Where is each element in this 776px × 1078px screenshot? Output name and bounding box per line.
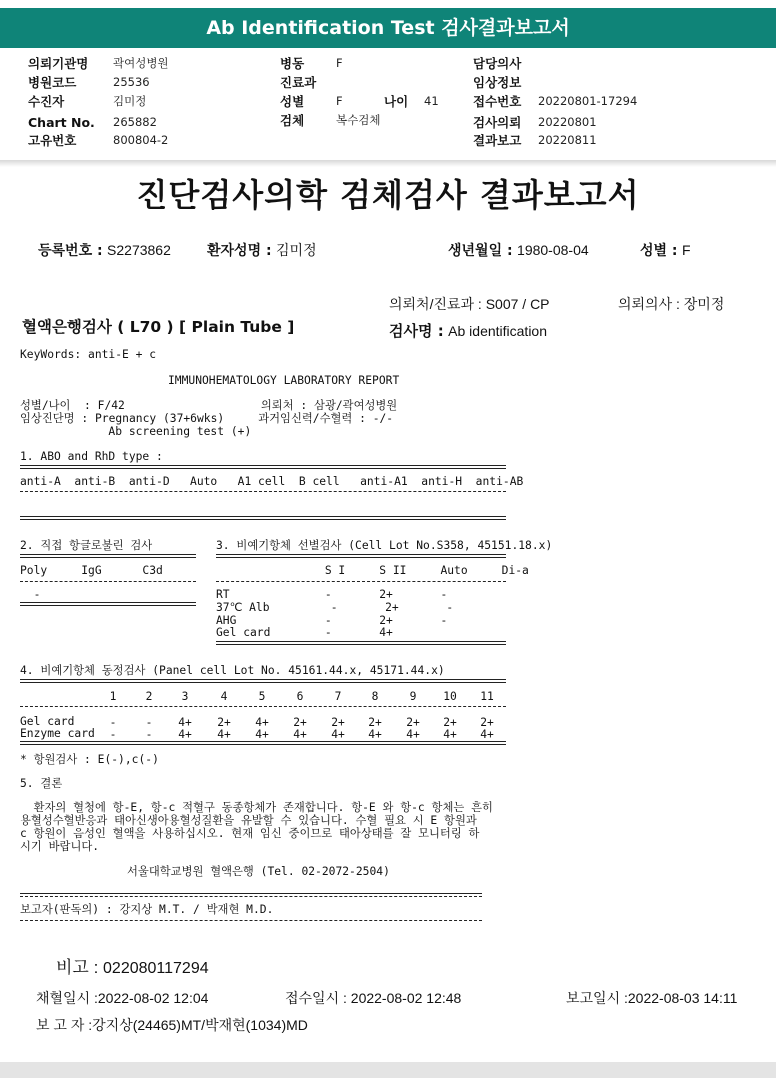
note-value: 022080117294 xyxy=(103,960,209,977)
double-rule xyxy=(20,465,506,469)
header-value: 김미정 xyxy=(113,94,147,108)
conclusion-line: c 항원이 음성인 혈액을 사용하십시오. 현재 임신 중이므로 태아상태를 잘 모니터링 하 xyxy=(20,827,480,840)
receipt-label: 접수일시 : xyxy=(285,990,347,1006)
registration-number xyxy=(38,240,171,260)
header-value: 20220811 xyxy=(538,133,597,147)
header-label: 진료과 xyxy=(280,75,317,90)
panel-cell: 4+ xyxy=(331,728,345,741)
test-name-label: 검사명 : xyxy=(389,322,444,340)
panel-column-header: 1 xyxy=(109,690,117,703)
panel-cell: - xyxy=(109,728,117,741)
panel-column-header: 4 xyxy=(220,690,228,703)
sex-value: F xyxy=(681,242,691,258)
dat-section-title: 2. 직접 항글로불린 검사 xyxy=(20,539,153,552)
double-rule xyxy=(216,554,506,558)
receipt-time xyxy=(285,988,461,1008)
requesting-department xyxy=(389,294,550,314)
double-rule xyxy=(216,641,506,645)
header-value: 20220801 xyxy=(538,115,597,129)
panel-column-header: 11 xyxy=(480,690,494,703)
panel-cell: 2+ xyxy=(331,716,345,729)
abo-table-headers: anti-A anti-B anti-D Auto A1 cell B cell anti-A1 anti-H anti-AB xyxy=(20,475,524,488)
test-name xyxy=(389,320,547,341)
report-time-label: 보고일시 : xyxy=(566,990,628,1006)
double-rule xyxy=(20,679,506,683)
report-time xyxy=(566,988,737,1008)
dashed-rule xyxy=(20,920,482,921)
info-line: 임상진단명 : Pregnancy (37+6wks) 과거임신력/수혈력 : -/- xyxy=(20,412,394,425)
test-section-title: 혈액은행검사 ( L70 ) [ Plain Tube ] xyxy=(22,318,295,336)
dashed-rule xyxy=(20,581,196,582)
panel-cell: 4+ xyxy=(480,728,494,741)
panel-cell: 2+ xyxy=(368,716,382,729)
header-value: 곽여성병원 xyxy=(113,56,169,70)
panel-cell: 4+ xyxy=(293,728,307,741)
reporter xyxy=(36,1015,308,1035)
report-banner-title: Ab Identification Test 검사결과보고서 xyxy=(0,8,776,48)
panel-column-header: 9 xyxy=(409,690,417,703)
header-label: 수진자 xyxy=(28,94,65,109)
test-name-value: Ab identification xyxy=(448,323,547,339)
header-label: 의뢰기관명 xyxy=(28,56,89,71)
receipt-value: 2022-08-02 12:48 xyxy=(350,990,462,1006)
registration-label: 등록번호 : xyxy=(38,243,103,259)
header-value: 265882 xyxy=(113,115,157,129)
panel-cell: - xyxy=(145,728,153,741)
double-rule xyxy=(20,602,196,606)
bloodbank-contact: 서울대학교병원 혈액은행 (Tel. 02-2072-2504) xyxy=(127,865,390,878)
double-rule xyxy=(20,516,506,520)
sex-label: 성별 : xyxy=(640,243,678,259)
panel-row-label: Enzyme card xyxy=(20,727,95,740)
patient-sex xyxy=(640,240,691,260)
antigen-test-result: * 항원검사 : E(-),c(-) xyxy=(20,753,159,766)
header-label: Chart No. xyxy=(28,115,95,130)
requesting-doctor-text: 의뢰의사 : 장미정 xyxy=(618,296,725,312)
panel-section-title: 4. 비예기항체 동정검사 (Panel cell Lot No. 45161.44.x, 45171.44.x) xyxy=(20,664,445,677)
registration-value: S2273862 xyxy=(107,242,171,258)
panel-column-header: 6 xyxy=(296,690,304,703)
header-value: 25536 xyxy=(113,75,150,89)
panel-cell: 2+ xyxy=(406,716,420,729)
header-label: 병원코드 xyxy=(28,75,77,90)
requesting-doctor xyxy=(618,294,724,314)
panel-cell: 4+ xyxy=(178,728,192,741)
header-label: 담당의사 xyxy=(473,56,522,71)
header-value: 41 xyxy=(424,94,439,108)
patient-name-label: 환자성명 : xyxy=(207,243,272,259)
panel-cell: 2+ xyxy=(443,716,457,729)
conclusion-line: 용혈성수혈반응과 태아신생아용혈성질환을 유발할 수 있습니다. 수혈 필요 시 E 항원과 xyxy=(20,814,477,827)
header-label: 검사의뢰 xyxy=(473,115,522,130)
panel-cell: 4+ xyxy=(255,728,269,741)
date-of-birth xyxy=(448,240,589,260)
screening-row: 37℃ Alb - 2+ - xyxy=(216,601,454,614)
header-label: 임상정보 xyxy=(473,75,522,90)
header-label: 검체 xyxy=(280,113,305,128)
panel-cell: 4+ xyxy=(368,728,382,741)
keywords: KeyWords: anti-E + c xyxy=(20,348,157,361)
dat-table-headers: Poly IgG C3d xyxy=(20,564,163,577)
panel-column-header: 8 xyxy=(371,690,379,703)
double-rule xyxy=(20,741,506,745)
header-value: 복수검체 xyxy=(336,113,381,127)
double-rule xyxy=(20,554,196,558)
screening-row: Gel card - 4+ xyxy=(216,626,393,639)
dob-label: 생년월일 : xyxy=(448,243,513,259)
header-value: 20220801-17294 xyxy=(538,94,638,108)
panel-column-header: 2 xyxy=(145,690,153,703)
dashed-rule xyxy=(20,706,506,707)
header-label: 병동 xyxy=(280,56,305,71)
screening-table-headers: S I S II Auto Di-a xyxy=(216,564,529,577)
note-label: 비고 : xyxy=(56,958,99,977)
screening-row: AHG - 2+ - xyxy=(216,614,448,627)
panel-cell: 4+ xyxy=(217,728,231,741)
header-label: 접수번호 xyxy=(473,94,522,109)
panel-cell: 4+ xyxy=(443,728,457,741)
patient-name xyxy=(207,240,317,260)
panel-row-label: Gel card xyxy=(20,715,75,728)
panel-cell: 2+ xyxy=(217,716,231,729)
dob-value: 1980-08-04 xyxy=(517,242,589,258)
abo-section-title: 1. ABO and RhD type : xyxy=(20,450,163,463)
screening-section-title: 3. 비예기항체 선별검사 (Cell Lot No.S358, 45151.18.x) xyxy=(216,539,553,552)
header-label: 나이 xyxy=(384,94,409,109)
header-label: 성별 xyxy=(280,94,305,109)
panel-cell: 4+ xyxy=(255,716,269,729)
reporter-label: 보 고 자 : xyxy=(36,1017,93,1033)
header-value: F xyxy=(336,56,343,70)
collection-value: 2022-08-02 12:04 xyxy=(97,990,209,1006)
header-value: F xyxy=(336,94,343,108)
dashed-rule xyxy=(216,581,506,582)
panel-column-header: 10 xyxy=(443,690,457,703)
panel-cell: - xyxy=(145,716,153,729)
section-divider xyxy=(0,160,776,167)
conclusion-section-title: 5. 결론 xyxy=(20,777,63,790)
panel-column-header: 5 xyxy=(258,690,266,703)
reporter-value: 강지상(24465)MT/박재현(1034)MD xyxy=(92,1017,308,1033)
info-line: 성별/나이 : F/42 의뢰처 : 삼광/곽여성병원 xyxy=(20,399,398,412)
panel-cell: 2+ xyxy=(293,716,307,729)
requesting-department-text: 의뢰처/진료과 : S007 / CP xyxy=(389,296,550,312)
conclusion-line: 시기 바랍니다. xyxy=(20,840,100,853)
collection-time xyxy=(36,988,208,1008)
lab-report-title: IMMUNOHEMATOLOGY LABORATORY REPORT xyxy=(168,374,400,387)
panel-cell: 2+ xyxy=(480,716,494,729)
header-label: 결과보고 xyxy=(473,133,522,148)
info-line: Ab screening test (+) xyxy=(20,425,252,438)
collection-label: 채혈일시 : xyxy=(36,990,98,1006)
note xyxy=(56,953,209,978)
report-title: 진단검사의학 검체검사 결과보고서 xyxy=(136,176,640,214)
header-label: 고유번호 xyxy=(28,133,77,148)
panel-cell: - xyxy=(109,716,117,729)
page-bottom-band xyxy=(0,1062,776,1078)
header-value: 800804-2 xyxy=(113,133,169,147)
dashed-rule xyxy=(20,491,506,492)
report-time-value: 2022-08-03 14:11 xyxy=(627,990,738,1006)
dashed-rule xyxy=(20,896,482,897)
patient-name-value: 김미정 xyxy=(276,242,317,258)
dat-value: - xyxy=(20,588,41,601)
panel-column-header: 3 xyxy=(181,690,189,703)
solid-rule xyxy=(20,893,482,894)
panel-cell: 4+ xyxy=(406,728,420,741)
screening-row: RT - 2+ - xyxy=(216,588,448,601)
panel-column-header: 7 xyxy=(334,690,342,703)
report-signer: 보고자(판독의) : 강지상 M.T. / 박재현 M.D. xyxy=(20,903,274,916)
panel-cell: 4+ xyxy=(178,716,192,729)
conclusion-line: 환자의 혈청에 항-E, 항-c 적혈구 동종항체가 존재합니다. 항-E 와 항-c 항체는 흔히 xyxy=(20,801,493,814)
